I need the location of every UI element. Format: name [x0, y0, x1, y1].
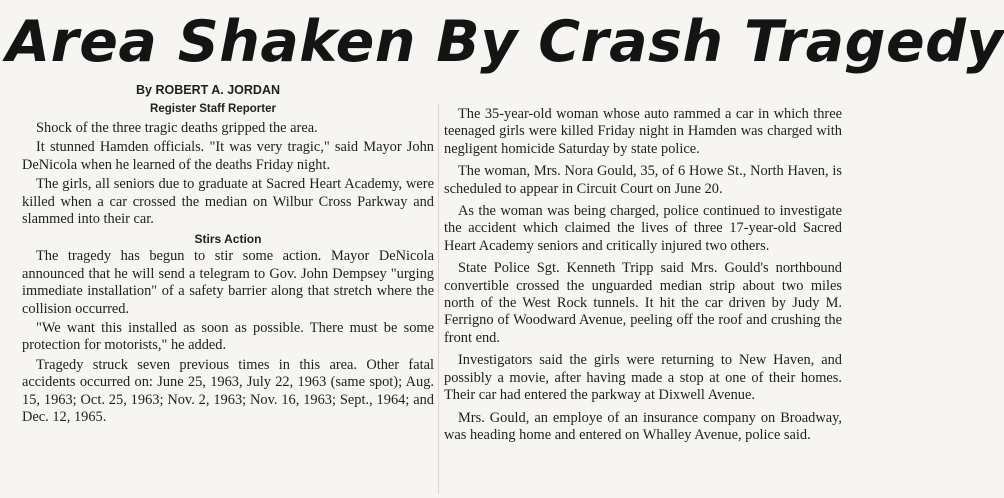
- paragraph: It stunned Hamden officials. "It was very tragic," said Mayor John DeNicola when he learned of the deaths Friday night.: [22, 139, 434, 173]
- paragraph: The 35-year-old woman whose auto rammed a car in which three teenaged girls were killed Friday night in Hamden was charged with negligent homicide Saturday by state police.: [444, 106, 842, 157]
- paragraph: Shock of the three tragic deaths gripped the area.: [36, 120, 318, 136]
- staff-line: Register Staff Reporter: [150, 103, 276, 115]
- paragraph: "We want this installed as soon as possible. There must be some protection for motorists," he added.: [22, 320, 434, 354]
- paragraph: State Police Sgt. Kenneth Tripp said Mrs. Gould's northbound convertible crossed the unguarded median strip about two miles north of the West Rock tunnels. It hit the car driven by Judy M. Ferrigno of Woodward Avenue, peeling off the roof and crushing the front end.: [444, 260, 842, 346]
- paragraph: The woman, Mrs. Nora Gould, 35, of 6 Howe St., North Haven, is scheduled to appear in Circuit Court on June 20.: [444, 163, 842, 197]
- byline: By ROBERT A. JORDAN: [136, 83, 280, 97]
- paragraph: The tragedy has begun to stir some action. Mayor DeNicola announced that he will send a telegram to Gov. John Dempsey "urging immediate installation" of a safety barrier along that stretch where the collision occurred.: [22, 248, 434, 317]
- subhead: Stirs Action: [194, 232, 262, 247]
- paragraph: Mrs. Gould, an employe of an insurance company on Broadway, was heading home and entered on Whalley Avenue, police said.: [444, 409, 842, 443]
- paragraph: The girls, all seniors due to graduate at Sacred Heart Academy, were killed when a car crossed the median on Wilbur Cross Parkway and slammed into their car.: [22, 176, 434, 228]
- right-column: [444, 106, 842, 449]
- column-divider: [438, 104, 439, 494]
- paragraph: Investigators said the girls were returning to New Haven, and possibly a movie, after having made a stop at one of their homes. Their car had entered the parkway at Dixwell Avenue.: [444, 352, 842, 404]
- paragraph: Tragedy struck seven previous times in this area. Other fatal accidents occurred on: June 25, 1963, July 22, 1963 (same spot); Aug. 15, 1963; Oct. 25, 1963; Nov. 2, 1963; Nov. 16, 1963; Sept., 1964; and Dec. 12, 1965.: [22, 356, 434, 426]
- left-column: [22, 82, 434, 429]
- headline: Area Shaken By Crash Tragedy: [6, 9, 1004, 75]
- paragraph: As the woman was being charged, police continued to investigate the accident which claimed the lives of three 17-year-old Sacred Heart Academy seniors and critically injured two others.: [444, 203, 842, 254]
